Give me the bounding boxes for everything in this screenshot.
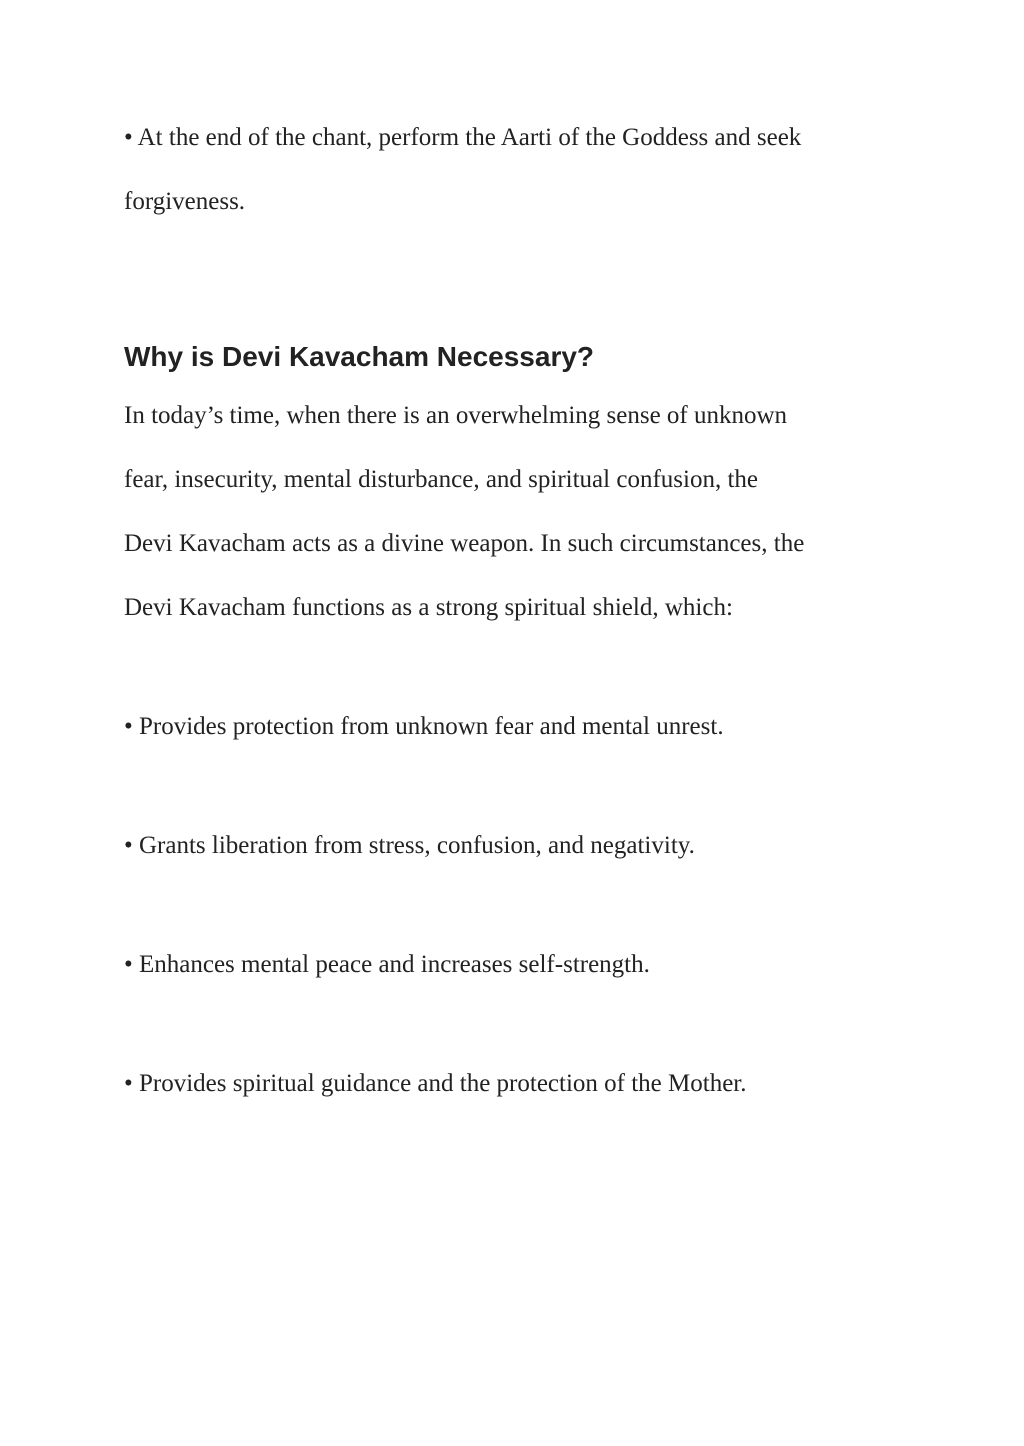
intro-line: Devi Kavacham acts as a divine weapon. In such circumstances, the xyxy=(124,530,805,557)
intro-line: fear, insecurity, mental disturbance, and spiritual confusion, the xyxy=(124,466,758,493)
section-spacer xyxy=(124,234,914,338)
list-spacer xyxy=(124,997,914,1052)
list-spacer xyxy=(124,878,914,933)
benefit-bullet-peace: • Enhances mental peace and increases self-strength. xyxy=(124,951,650,978)
aarti-bullet-line-2: forgiveness. xyxy=(124,188,246,215)
aarti-bullet-line-1: • At the end of the chant, perform the Aarti of the Goddess and seek xyxy=(124,124,802,151)
section-heading: Why is Devi Kavacham Necessary? xyxy=(124,341,595,372)
benefit-bullet-guidance: • Provides spiritual guidance and the protection of the Mother. xyxy=(124,1070,747,1097)
document-content xyxy=(124,106,914,1116)
intro-line: In today’s time, when there is an overwhelming sense of unknown xyxy=(124,402,788,429)
benefit-bullet-protection: • Provides protection from unknown fear and mental unrest. xyxy=(124,713,724,740)
list-spacer xyxy=(124,640,914,695)
list-spacer xyxy=(124,759,914,814)
benefit-bullet-liberation: • Grants liberation from stress, confusion, and negativity. xyxy=(124,832,695,859)
intro-line: Devi Kavacham functions as a strong spiritual shield, which: xyxy=(124,594,733,621)
intro-paragraph xyxy=(124,384,914,640)
